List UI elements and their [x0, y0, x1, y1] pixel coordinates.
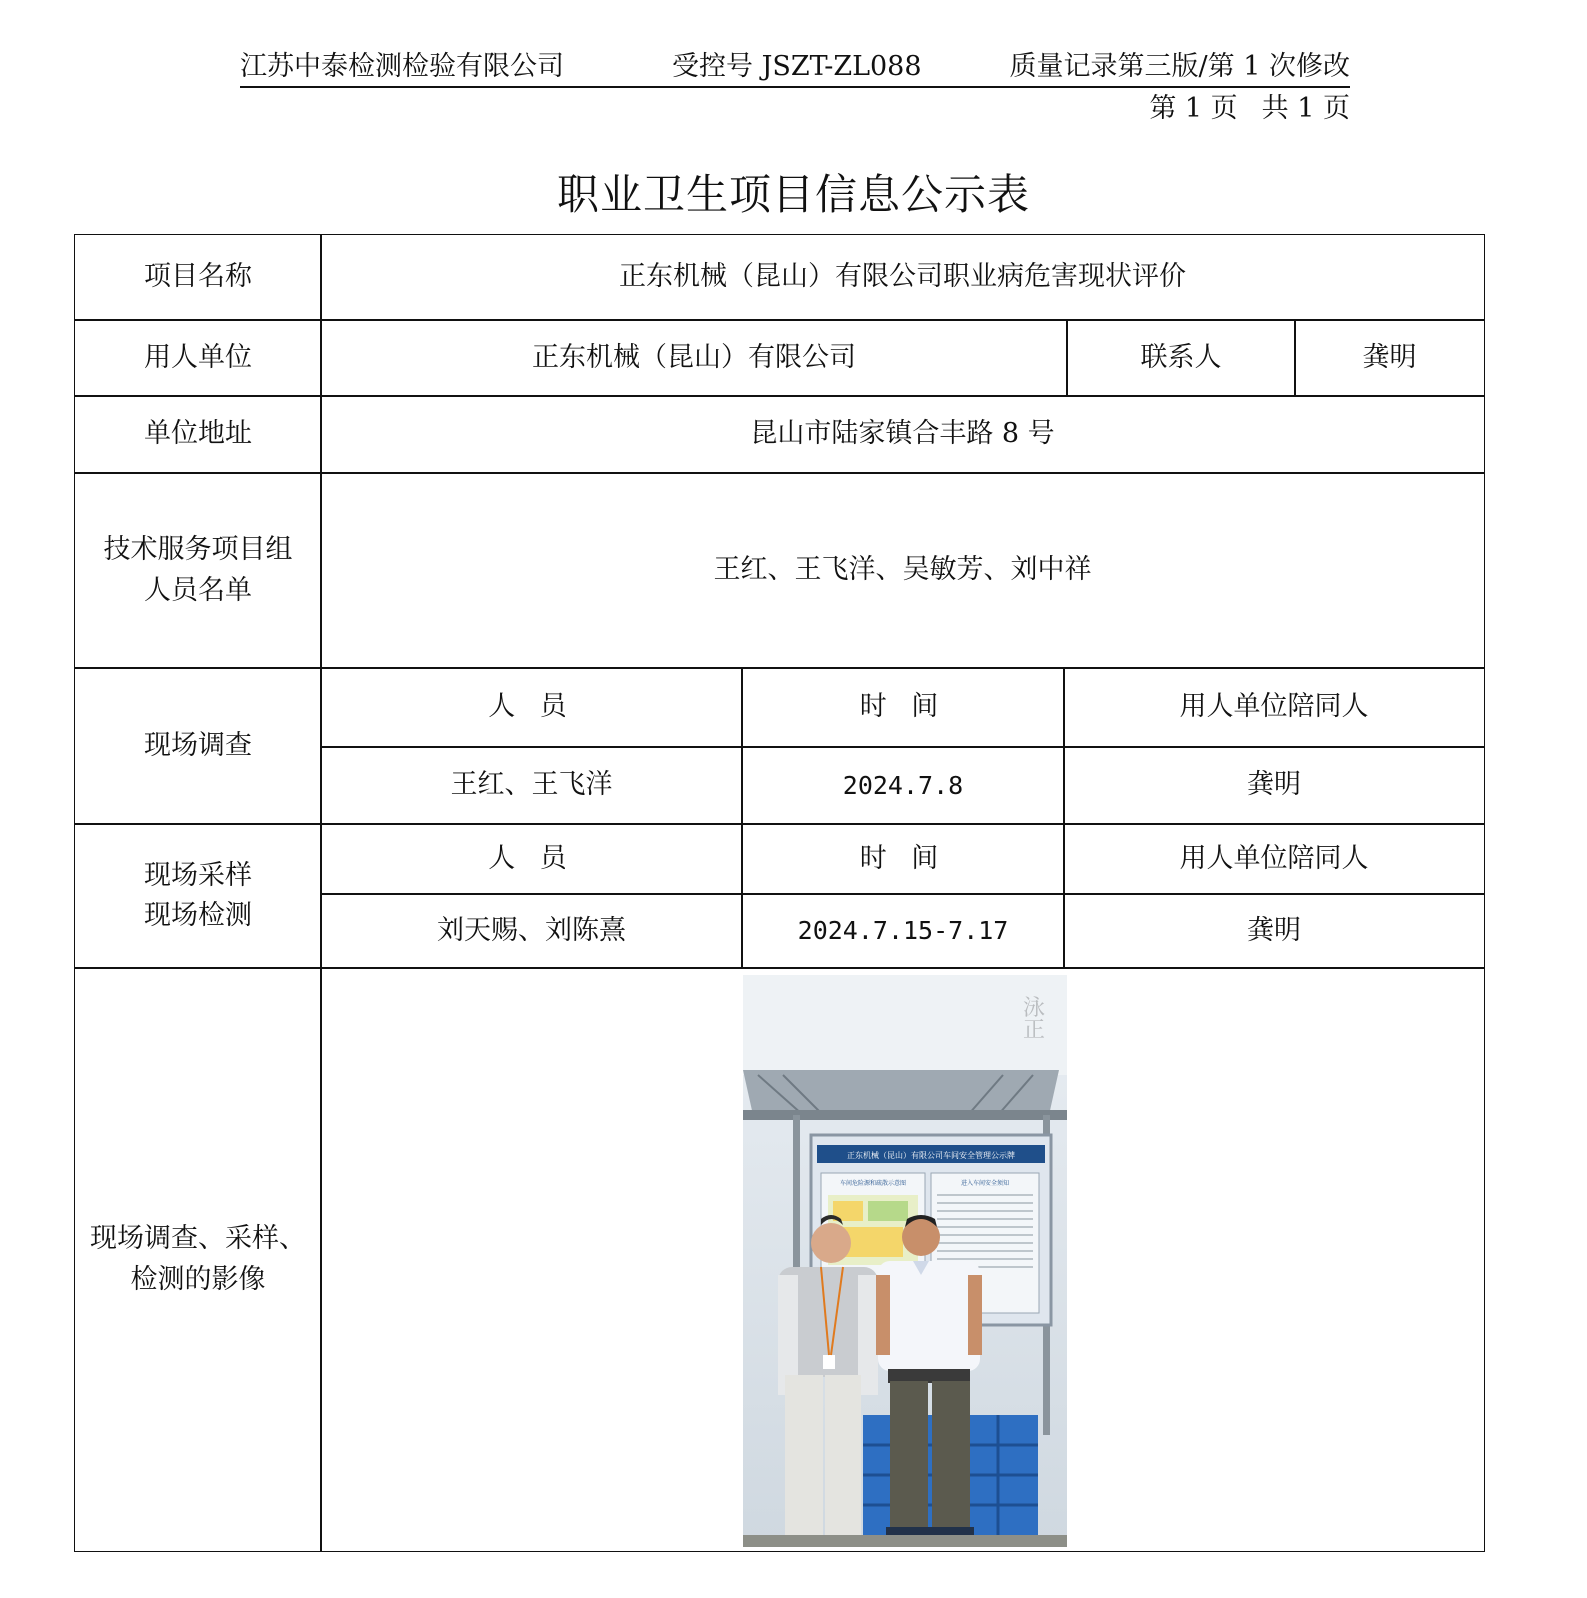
sampling-staff-value: 刘天赐、刘陈熹 — [320, 893, 743, 969]
team-label — [74, 472, 322, 669]
contact-value: 龚明 — [1294, 319, 1485, 397]
header-control-number: 受控号 JSZT-ZL088 — [672, 51, 922, 82]
address-label: 单位地址 — [74, 395, 322, 474]
header-organization: 江苏中泰检测检验有限公司 — [240, 51, 564, 82]
document-title: 职业卫生项目信息公示表 — [556, 170, 1030, 219]
image-label-line2: 检测的影像 — [130, 1263, 266, 1295]
svg-text:正: 正 — [1023, 1018, 1046, 1043]
sampling-accompany-value: 龚明 — [1063, 893, 1485, 969]
site-photo — [743, 975, 1067, 1547]
image-label-line1: 现场调查、采样、 — [90, 1223, 306, 1254]
survey-label: 现场调查 — [74, 667, 322, 825]
project-name-value: 正东机械（昆山）有限公司职业病危害现状评价 — [320, 234, 1485, 321]
survey-time-value: 2024.7.8 — [741, 746, 1065, 825]
document-header — [240, 40, 1350, 88]
contact-label: 联系人 — [1066, 319, 1296, 397]
address-value: 昆山市陆家镇合丰路 8 号 — [320, 395, 1485, 474]
svg-text:泳: 泳 — [1023, 996, 1046, 1021]
survey-staff-value: 王红、王飞洋 — [320, 746, 743, 825]
board-right-heading: 进入车间安全须知 — [960, 1180, 1010, 1187]
survey-col-time: 时 间 — [741, 667, 1065, 748]
page-number — [1149, 86, 1350, 125]
page-current: 第 1 页 — [1149, 93, 1238, 124]
image-label — [74, 967, 322, 1552]
sampling-label-line1: 现场采样 — [144, 859, 252, 891]
sampling-label-line2: 现场检测 — [144, 900, 252, 931]
sampling-col-accompany: 用人单位陪同人 — [1063, 823, 1485, 895]
team-label-line1: 技术服务项目组 — [103, 534, 293, 565]
survey-col-accompany: 用人单位陪同人 — [1063, 667, 1485, 748]
sampling-col-time: 时 间 — [741, 823, 1065, 895]
board-title: 正东机械（昆山）有限公司车间安全管理公示牌 — [847, 1151, 1015, 1160]
survey-accompany-value: 龚明 — [1063, 746, 1485, 825]
sampling-col-staff: 人 员 — [320, 823, 743, 895]
header-record-version: 质量记录第三版/第 1 次修改 — [1009, 51, 1350, 82]
employer-value: 正东机械（昆山）有限公司 — [320, 319, 1068, 397]
sampling-label — [74, 823, 322, 969]
survey-col-staff: 人 员 — [320, 667, 743, 748]
employer-label: 用人单位 — [74, 319, 322, 397]
board-left-heading: 车间危险源和疏散示意图 — [839, 1180, 907, 1187]
project-name-label: 项目名称 — [74, 234, 322, 321]
team-value: 王红、王飞洋、吴敏芳、刘中祥 — [320, 472, 1485, 669]
sampling-time-value: 2024.7.15-7.17 — [741, 893, 1065, 969]
team-label-line2: 人员名单 — [144, 574, 252, 606]
page-total: 共 1 页 — [1261, 93, 1350, 124]
